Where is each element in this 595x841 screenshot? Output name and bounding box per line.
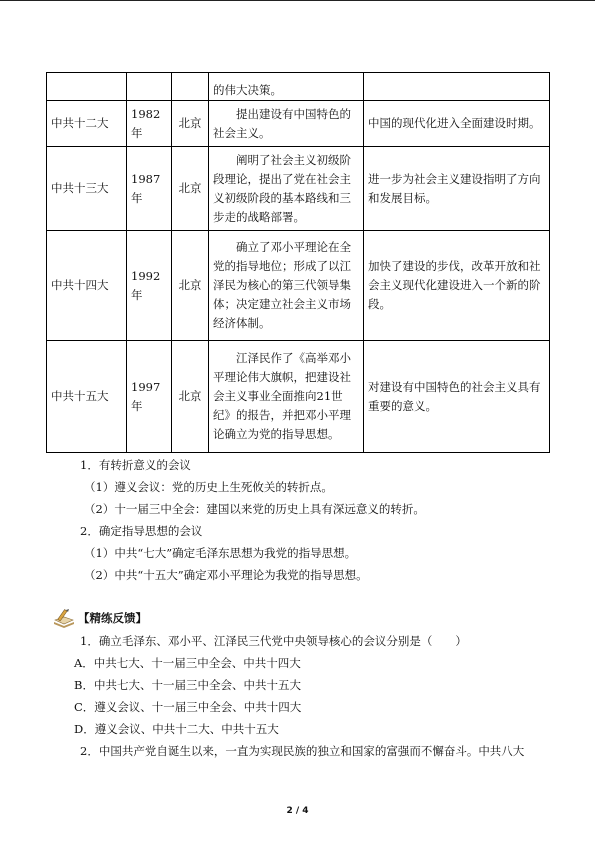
- practice-section-header: [52, 607, 147, 629]
- option-b: B．中共七大、十一届三中全会、中共十五大: [74, 678, 301, 692]
- year-cell: [127, 73, 172, 101]
- summary-heading-1: 1．有转折意义的会议: [80, 458, 191, 472]
- year-cell: 1992年: [127, 231, 172, 341]
- content-text: 阐明了社会主义初级阶段理论，提出了党在社会主义初级阶段的基本路线和三步走的战略部署。: [213, 152, 351, 224]
- significance-cell: [364, 101, 550, 147]
- option-d: D．遵义会议、中共十二大、中共十五大: [74, 722, 279, 736]
- significance-text: 对建设有中国特色的社会主义具有重要的意义。: [368, 379, 541, 413]
- table-row: [47, 231, 550, 341]
- significance-text: 加快了建设的步伐，改革开放和社会主义现代化建设进入一个新的阶段。: [368, 259, 541, 311]
- practice-title: 【精练反馈】: [78, 611, 147, 625]
- meetings-table: [46, 72, 550, 453]
- pencil-book-icon: [52, 608, 76, 628]
- meeting-cell: 中共十五大: [47, 341, 127, 453]
- option-c: C．遵义会议、十一届三中全会、中共十四大: [74, 700, 302, 714]
- content-text: 的伟大决策。: [213, 83, 282, 97]
- significance-text: 中国的现代化进入全面建设时期。: [368, 116, 541, 130]
- table-row: [47, 73, 550, 101]
- top-rule: [0, 0, 595, 1]
- place-cell: [172, 73, 209, 101]
- significance-text: 进一步为社会主义建设指明了方向和发展目标。: [368, 171, 541, 205]
- summary-item: （2）十一届三中全会：建国以来党的历史上具有深远意义的转折。: [84, 502, 425, 516]
- meeting-cell: 中共十三大: [47, 147, 127, 231]
- place-cell: 北京: [172, 231, 209, 341]
- summary-item: （1）遵义会议：党的历史上生死攸关的转折点。: [84, 480, 333, 494]
- summary-heading-2: 2．确定指导思想的会议: [80, 524, 203, 538]
- place-cell: 北京: [172, 101, 209, 147]
- significance-cell: [364, 147, 550, 231]
- content-text: 提出建设有中国特色的社会主义。: [213, 106, 351, 140]
- meeting-cell: 中共十四大: [47, 231, 127, 341]
- year-cell: 1997年: [127, 341, 172, 453]
- place-cell: 北京: [172, 341, 209, 453]
- summary-item: （2）中共“十五大”确定邓小平理论为我党的指导思想。: [84, 568, 368, 582]
- content-cell: [209, 101, 364, 147]
- table-row: [47, 147, 550, 231]
- content-cell: [209, 73, 364, 101]
- table-row: [47, 101, 550, 147]
- significance-cell: [364, 73, 550, 101]
- option-a: A．中共七大、十一届三中全会、中共十四大: [74, 656, 301, 670]
- year-cell: 1982年: [127, 101, 172, 147]
- summary-item: （1）中共“七大”确定毛泽东思想为我党的指导思想。: [84, 546, 357, 560]
- content-text: 确立了邓小平理论在全党的指导地位；形成了以江泽民为核心的第三代领导集体；决定建立社会主义市场经济体制。: [213, 240, 351, 330]
- significance-cell: [364, 341, 550, 453]
- meeting-cell: [47, 73, 127, 101]
- table-row: [47, 341, 550, 453]
- question-2: 2．中国共产党自诞生以来，一直为实现民族的独立和国家的富强而不懈奋斗。中共八大: [80, 744, 525, 758]
- meeting-cell: 中共十二大: [47, 101, 127, 147]
- content-cell: [209, 341, 364, 453]
- year-cell: 1987年: [127, 147, 172, 231]
- question-1: 1．确立毛泽东、邓小平、江泽民三代党中央领导核心的会议分别是（ ）: [80, 634, 467, 648]
- content-cell: [209, 147, 364, 231]
- place-cell: 北京: [172, 147, 209, 231]
- page-number: 2 / 4: [286, 806, 309, 816]
- content-text: 江泽民作了《高举邓小平理论伟大旗帜，把建设社会主义事业全面推向21世纪》的报告，并把邓小平理论确立为党的指导思想。: [213, 351, 351, 441]
- content-cell: [209, 231, 364, 341]
- significance-cell: [364, 231, 550, 341]
